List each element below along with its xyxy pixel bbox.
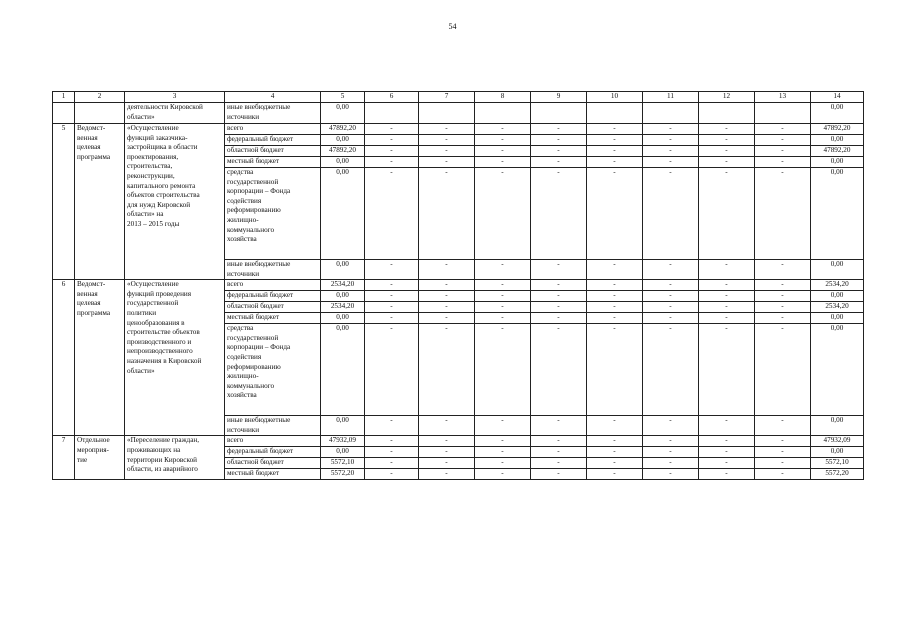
funding-source: федеральный бюджет	[225, 447, 321, 458]
column-number: 12	[699, 92, 755, 103]
table-cell	[699, 103, 755, 124]
dash-cell: -	[475, 157, 531, 168]
funding-source: всего	[225, 124, 321, 135]
table-cell	[75, 103, 125, 124]
table-cell	[755, 103, 811, 124]
dash-cell: -	[643, 157, 699, 168]
total-cell: 0,00	[811, 168, 864, 260]
dash-cell: -	[419, 324, 475, 416]
dash-cell: -	[755, 458, 811, 469]
column-number: 13	[755, 92, 811, 103]
amount-cell: 0,00	[321, 260, 365, 280]
table-cell	[475, 103, 531, 124]
dash-cell: -	[699, 168, 755, 260]
dash-cell: -	[531, 124, 587, 135]
dash-cell: -	[475, 280, 531, 291]
amount-cell: 47892,20	[321, 124, 365, 135]
funding-source: местный бюджет	[225, 157, 321, 168]
column-number: 8	[475, 92, 531, 103]
funding-source: всего	[225, 280, 321, 291]
funding-source: федеральный бюджет	[225, 291, 321, 302]
dash-cell: -	[643, 436, 699, 447]
total-cell: 0,00	[811, 291, 864, 302]
dash-cell: -	[475, 436, 531, 447]
dash-cell: -	[419, 146, 475, 157]
amount-cell: 47892,20	[321, 146, 365, 157]
program-type: Ведомст- венная целевая программа	[75, 280, 125, 436]
dash-cell: -	[699, 157, 755, 168]
dash-cell: -	[699, 124, 755, 135]
column-number: 6	[365, 92, 419, 103]
dash-cell: -	[475, 168, 531, 260]
dash-cell: -	[531, 146, 587, 157]
program-description: «Осуществление функций проведения государственной политики ценообразования в строительстве объектов производственного и непроизводственного назначения в Кировской области»	[125, 280, 225, 436]
dash-cell: -	[531, 291, 587, 302]
dash-cell: -	[419, 458, 475, 469]
funding-source: местный бюджет	[225, 313, 321, 324]
total-cell: 0,00	[811, 157, 864, 168]
dash-cell: -	[365, 447, 419, 458]
dash-cell: -	[587, 291, 643, 302]
dash-cell: -	[587, 146, 643, 157]
dash-cell: -	[419, 168, 475, 260]
dash-cell: -	[475, 416, 531, 436]
program-description: «Осуществление функций заказчика- застройщика в области проектирования, строительства, реконструкции, капитального ремонта объектов строительства для нужд Кировской области» на 2013 – 2015 годы	[125, 124, 225, 280]
dash-cell: -	[699, 280, 755, 291]
column-number: 9	[531, 92, 587, 103]
column-number: 11	[643, 92, 699, 103]
dash-cell: -	[365, 324, 419, 416]
total-cell: 0,00	[811, 260, 864, 280]
dash-cell: -	[699, 324, 755, 416]
total-cell: 0,00	[811, 447, 864, 458]
dash-cell: -	[643, 124, 699, 135]
dash-cell: -	[419, 447, 475, 458]
column-number: 14	[811, 92, 864, 103]
dash-cell: -	[699, 135, 755, 146]
dash-cell: -	[643, 313, 699, 324]
dash-cell: -	[419, 124, 475, 135]
funding-source: областной бюджет	[225, 146, 321, 157]
funding-source: иные внебюджетные источники	[225, 416, 321, 436]
column-number: 5	[321, 92, 365, 103]
dash-cell: -	[755, 447, 811, 458]
dash-cell: -	[475, 135, 531, 146]
dash-cell: -	[699, 469, 755, 480]
funding-source: всего	[225, 436, 321, 447]
dash-cell: -	[587, 447, 643, 458]
budget-table	[52, 91, 864, 480]
dash-cell: -	[587, 416, 643, 436]
total-cell: 47892,20	[811, 124, 864, 135]
table-body	[53, 92, 864, 480]
dash-cell: -	[643, 280, 699, 291]
dash-cell: -	[643, 447, 699, 458]
dash-cell: -	[755, 157, 811, 168]
dash-cell: -	[587, 135, 643, 146]
dash-cell: -	[699, 416, 755, 436]
total-cell: 0,00	[811, 324, 864, 416]
table-cell	[643, 103, 699, 124]
table-row	[53, 103, 864, 124]
dash-cell: -	[365, 416, 419, 436]
dash-cell: -	[699, 146, 755, 157]
dash-cell: -	[419, 260, 475, 280]
dash-cell: -	[475, 302, 531, 313]
dash-cell: -	[755, 124, 811, 135]
table-cell	[531, 103, 587, 124]
funding-source: областной бюджет	[225, 302, 321, 313]
funding-source: местный бюджет	[225, 469, 321, 480]
dash-cell: -	[755, 313, 811, 324]
dash-cell: -	[643, 324, 699, 416]
dash-cell: -	[531, 135, 587, 146]
table-row	[53, 280, 864, 291]
dash-cell: -	[643, 302, 699, 313]
dash-cell: -	[755, 146, 811, 157]
dash-cell: -	[365, 157, 419, 168]
amount-cell: 0,00	[321, 157, 365, 168]
dash-cell: -	[365, 280, 419, 291]
column-number: 3	[125, 92, 225, 103]
dash-cell: -	[587, 124, 643, 135]
item-number: 6	[53, 280, 75, 436]
dash-cell: -	[699, 458, 755, 469]
dash-cell: -	[531, 168, 587, 260]
dash-cell: -	[755, 291, 811, 302]
total-cell: 0,00	[811, 135, 864, 146]
dash-cell: -	[587, 458, 643, 469]
dash-cell: -	[643, 291, 699, 302]
column-number: 10	[587, 92, 643, 103]
dash-cell: -	[365, 135, 419, 146]
funding-source: иные внебюджетные источники	[225, 260, 321, 280]
dash-cell: -	[419, 469, 475, 480]
dash-cell: -	[365, 458, 419, 469]
dash-cell: -	[643, 260, 699, 280]
column-number: 7	[419, 92, 475, 103]
amount-cell: 0,00	[321, 324, 365, 416]
dash-cell: -	[699, 302, 755, 313]
dash-cell: -	[699, 313, 755, 324]
table-cell	[53, 103, 75, 124]
total-cell: 5572,20	[811, 469, 864, 480]
funding-source: средства государственной корпорации – Фонда содействия реформированию жилищно- коммунального хозяйства	[225, 324, 321, 416]
dash-cell: -	[587, 260, 643, 280]
amount-cell: 5572,20	[321, 469, 365, 480]
dash-cell: -	[531, 436, 587, 447]
dash-cell: -	[365, 146, 419, 157]
dash-cell: -	[419, 280, 475, 291]
dash-cell: -	[365, 313, 419, 324]
dash-cell: -	[475, 324, 531, 416]
dash-cell: -	[755, 416, 811, 436]
total-cell: 0,00	[811, 103, 864, 124]
dash-cell: -	[643, 416, 699, 436]
dash-cell: -	[475, 458, 531, 469]
amount-cell: 2534,20	[321, 302, 365, 313]
amount-cell: 47932,09	[321, 436, 365, 447]
dash-cell: -	[587, 469, 643, 480]
table-header-row	[53, 92, 864, 103]
amount-cell: 0,00	[321, 135, 365, 146]
dash-cell: -	[587, 313, 643, 324]
amount-cell: 0,00	[321, 416, 365, 436]
dash-cell: -	[643, 458, 699, 469]
dash-cell: -	[643, 168, 699, 260]
amount-cell: 0,00	[321, 168, 365, 260]
amount-cell: 0,00	[321, 291, 365, 302]
dash-cell: -	[531, 313, 587, 324]
dash-cell: -	[419, 291, 475, 302]
funding-source: федеральный бюджет	[225, 135, 321, 146]
dash-cell: -	[419, 302, 475, 313]
table-row	[53, 436, 864, 447]
dash-cell: -	[531, 458, 587, 469]
dash-cell: -	[531, 416, 587, 436]
dash-cell: -	[475, 146, 531, 157]
dash-cell: -	[475, 447, 531, 458]
dash-cell: -	[475, 260, 531, 280]
dash-cell: -	[365, 124, 419, 135]
dash-cell: -	[699, 447, 755, 458]
amount-cell: 2534,20	[321, 280, 365, 291]
amount-cell: 0,00	[321, 313, 365, 324]
dash-cell: -	[643, 135, 699, 146]
program-type: Ведомст- венная целевая программа	[75, 124, 125, 280]
dash-cell: -	[531, 447, 587, 458]
dash-cell: -	[365, 168, 419, 260]
dash-cell: -	[755, 324, 811, 416]
dash-cell: -	[643, 146, 699, 157]
dash-cell: -	[365, 436, 419, 447]
program-description: «Переселение граждан, проживающих на территории Кировской области, из аварийного	[125, 436, 225, 480]
table-cell	[419, 103, 475, 124]
dash-cell: -	[587, 280, 643, 291]
dash-cell: -	[755, 302, 811, 313]
dash-cell: -	[587, 324, 643, 416]
funding-source: иные внебюджетные источники	[225, 103, 321, 124]
funding-source: средства государственной корпорации – Фонда содействия реформированию жилищно- коммунального хозяйства	[225, 168, 321, 260]
table-cell	[365, 103, 419, 124]
item-number: 5	[53, 124, 75, 280]
dash-cell: -	[587, 436, 643, 447]
dash-cell: -	[755, 436, 811, 447]
dash-cell: -	[475, 291, 531, 302]
dash-cell: -	[587, 157, 643, 168]
funding-source: областной бюджет	[225, 458, 321, 469]
table-row	[53, 124, 864, 135]
dash-cell: -	[419, 135, 475, 146]
column-number: 4	[225, 92, 321, 103]
column-number: 2	[75, 92, 125, 103]
total-cell: 2534,20	[811, 280, 864, 291]
amount-cell: 0,00	[321, 447, 365, 458]
dash-cell: -	[531, 302, 587, 313]
dash-cell: -	[587, 168, 643, 260]
dash-cell: -	[419, 416, 475, 436]
dash-cell: -	[419, 157, 475, 168]
dash-cell: -	[475, 313, 531, 324]
dash-cell: -	[699, 436, 755, 447]
page-number: 54	[448, 22, 457, 31]
dash-cell: -	[365, 302, 419, 313]
table-cell	[587, 103, 643, 124]
amount-cell: 5572,10	[321, 458, 365, 469]
column-number: 1	[53, 92, 75, 103]
total-cell: 47932,09	[811, 436, 864, 447]
dash-cell: -	[755, 135, 811, 146]
dash-cell: -	[365, 291, 419, 302]
dash-cell: -	[365, 260, 419, 280]
dash-cell: -	[699, 260, 755, 280]
dash-cell: -	[755, 168, 811, 260]
dash-cell: -	[419, 436, 475, 447]
total-cell: 2534,20	[811, 302, 864, 313]
dash-cell: -	[531, 280, 587, 291]
dash-cell: -	[531, 260, 587, 280]
dash-cell: -	[475, 124, 531, 135]
measure-description: деятельности Кировской области»	[125, 103, 225, 124]
dash-cell: -	[755, 469, 811, 480]
dash-cell: -	[699, 291, 755, 302]
dash-cell: -	[365, 469, 419, 480]
program-type: Отдельное мероприя- тие	[75, 436, 125, 480]
dash-cell: -	[531, 324, 587, 416]
total-cell: 0,00	[811, 313, 864, 324]
total-cell: 47892,20	[811, 146, 864, 157]
dash-cell: -	[475, 469, 531, 480]
dash-cell: -	[587, 302, 643, 313]
dash-cell: -	[643, 469, 699, 480]
dash-cell: -	[531, 157, 587, 168]
dash-cell: -	[755, 260, 811, 280]
total-cell: 0,00	[811, 416, 864, 436]
dash-cell: -	[531, 469, 587, 480]
amount-cell: 0,00	[321, 103, 365, 124]
dash-cell: -	[755, 280, 811, 291]
dash-cell: -	[419, 313, 475, 324]
total-cell: 5572,10	[811, 458, 864, 469]
item-number: 7	[53, 436, 75, 480]
